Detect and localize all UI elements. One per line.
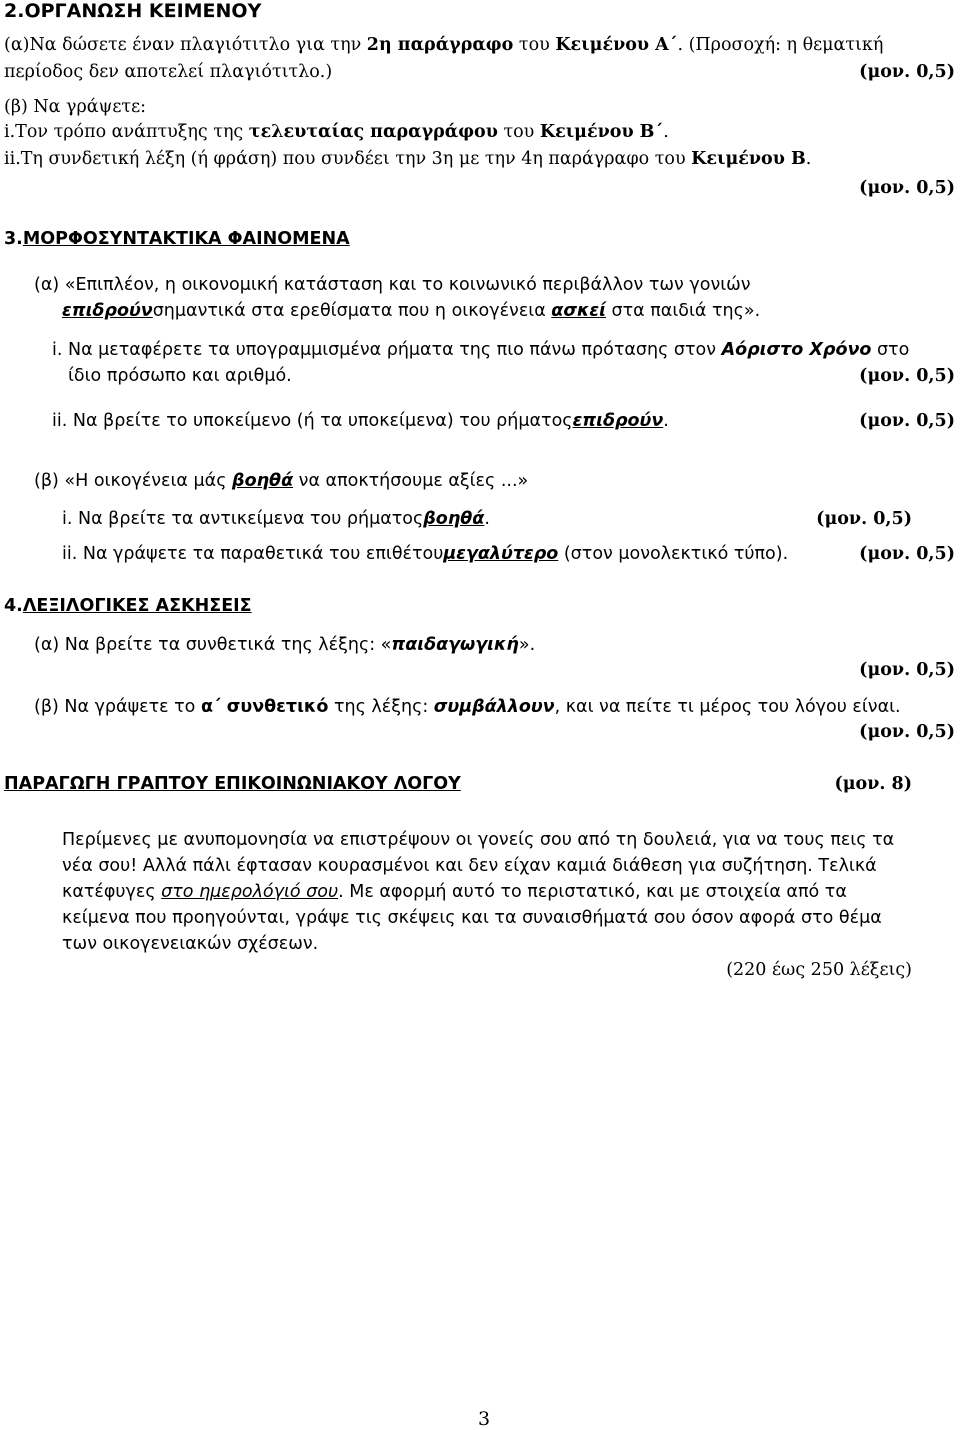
s3-q-ii-post: . — [663, 411, 669, 431]
section-2-title: 2.ΟΡΓΑΝΩΣΗ ΚΕΙΜΕΝΟΥ — [4, 0, 262, 22]
s3-q-i-post: στο — [871, 340, 910, 360]
s2-b-i-text: i.Τον τρόπο ανάπτυξης της — [4, 122, 249, 142]
s4-points-b: (μον. 0,5) — [859, 722, 955, 742]
s4-a-text: (α) Να βρείτε τα συνθετικά της λέξης: « — [34, 635, 392, 655]
s3-title-text: ΜΟΡΦΟΣΥΝΤΑΚΤΙΚΑ ΦΑΙΝΟΜΕΝΑ — [22, 229, 350, 249]
s3-b-i-post: . — [484, 509, 490, 529]
s2-b-ii-bold: Κειμένου Β — [691, 149, 806, 169]
s3-points-q-ii: (μον. 0,5) — [859, 411, 955, 431]
s4-b — [34, 699, 901, 717]
s3-b-i-text: i. Να βρείτε τα αντικείμενα του ρήματος — [62, 509, 424, 529]
s2-question-b-i — [4, 124, 669, 142]
s3-a-word1: επιδρούν — [62, 301, 153, 321]
s3-q-i-line1 — [52, 342, 909, 360]
prod-line-1: Περίμενες με ανυπομονησία να επιστρέψουν οι γονείς σου από τη δουλειά, για να τους πεις τα — [62, 830, 895, 850]
prod-line-2: νέα σου! Αλλά πάλι έφτασαν κουρασμένοι και δεν είχαν καμιά διάθεση για συζήτηση. Τελικά — [62, 856, 877, 876]
s2-b-i-bold2: Κειμένου Β΄ — [539, 122, 664, 142]
s4-b-text: (β) Να γράψετε το — [34, 697, 201, 717]
section-3-title — [4, 231, 350, 249]
s2-question-b-ii — [4, 151, 811, 169]
s3-q-ii-text: ii. Να βρείτε το υποκείμενο (ή τα υποκείμενα) του ρήματος — [52, 411, 573, 431]
s3-points-b-ii: (μον. 0,5) — [859, 544, 955, 564]
s3-q-i-text: i. Να μεταφέρετε τα υπογραμμισμένα ρήματα της πιο πάνω πρότασης στον — [52, 340, 722, 360]
s4-a-post: ». — [518, 635, 536, 655]
s3-points-q-i: (μον. 0,5) — [859, 366, 955, 386]
s3-b-ii — [62, 546, 788, 564]
s3-b-post: να αποκτήσουμε αξίες ...» — [293, 471, 529, 491]
s4-points-a: (μον. 0,5) — [859, 660, 955, 680]
s4-b-bold: α΄ συνθετικό — [200, 697, 329, 717]
s3-b-ii-word: μεγαλύτερο — [443, 544, 559, 564]
s2-question-b-label: (β) Να γράψετε: — [4, 97, 147, 117]
s4-b-mid: της λέξης: — [328, 697, 434, 717]
s3-b-i — [62, 511, 490, 529]
prod-line-3-pre: κατέφυγες — [62, 882, 162, 902]
s2-a-bold1: 2η παράγραφο — [366, 35, 514, 55]
s3-a-word2: ασκεί — [551, 301, 606, 321]
s2-b-ii-text: ii.Τη συνδετική λέξη (ή φράση) που συνδέει την 3η με την 4η παράγραφο του — [4, 149, 692, 169]
s2-a-bold2: Κειμένου Α΄ — [555, 35, 678, 55]
s2-b-i-mid: του — [497, 122, 540, 142]
s3-a-mid: σημαντικά στα ερεθίσματα που η οικογένεια — [152, 301, 552, 321]
s2-b-ii-post: . — [805, 149, 812, 169]
s4-number: 4. — [4, 596, 23, 616]
s3-number: 3. — [4, 229, 23, 249]
s3-b-ii-text: ii. Να γράψετε τα παραθετικά του επιθέτου — [62, 544, 444, 564]
s4-title-text: ΛΕΞΙΛΟΓΙΚΕΣ ΑΣΚΗΣΕΙΣ — [22, 596, 252, 616]
word-count-note: (220 έως 250 λέξεις) — [726, 960, 912, 980]
prod-line-4: κείμενα που προηγούνται, γράψε τις σκέψεις και τα συναισθήματά σου όσον αφορά στο θέμα — [62, 908, 882, 928]
s4-b-post: , και να πείτε τι μέρος του λόγου είναι. — [554, 697, 901, 717]
s2-b-i-post: . — [663, 122, 669, 142]
s2-a-mid: του — [513, 35, 556, 55]
s3-a-line1: (α) «Επιπλέον, η οικονομική κατάσταση και το κοινωνικό περιβάλλον των γονιών — [34, 275, 751, 295]
s3-b-i-word: βοηθά — [423, 509, 485, 529]
s4-b-word: συμβάλλουν — [433, 697, 555, 717]
prod-line-3-underlined: στο ημερολόγιό σου — [161, 882, 339, 902]
s3-q-i-line2: ίδιο πρόσωπο και αριθμό. — [68, 366, 292, 386]
s4-a-word: παιδαγωγική — [391, 635, 519, 655]
s2-question-a-line2: περίοδος δεν αποτελεί πλαγιότιτλο.) — [4, 62, 333, 82]
s3-a-post: στα παιδιά της». — [605, 301, 761, 321]
production-points: (μον. 8) — [834, 774, 912, 794]
s2-points-a: (μον. 0,5) — [859, 62, 955, 82]
prod-line-5: των οικογενειακών σχέσεων. — [62, 934, 319, 954]
s3-points-b-i: (μον. 0,5) — [816, 509, 912, 529]
production-title: ΠΑΡΑΓΩΓΗ ΓΡΑΠΤΟΥ ΕΠΙΚΟΙΝΩΝΙΑΚΟΥ ΛΟΓΟΥ — [4, 774, 461, 794]
s3-q-ii — [52, 413, 669, 431]
prod-line-3 — [62, 884, 847, 902]
s4-a — [34, 637, 535, 655]
s3-b-word: βοηθά — [232, 471, 294, 491]
s3-q-i-bold: Αόριστο Χρόνο — [721, 340, 872, 360]
s3-b-ii-post: (στον μονολεκτικό τύπο). — [558, 544, 789, 564]
s2-b-i-bold1: τελευταίας παραγράφου — [248, 122, 498, 142]
page-number: 3 — [478, 1408, 491, 1430]
s2-question-a-line1 — [4, 37, 883, 55]
prod-line-3-post: . Με αφορμή αυτό το περιστατικό, και με στοιχεία από τα — [338, 882, 847, 902]
section-4-title — [4, 598, 252, 616]
s2-a-text: (α)Να δώσετε έναν πλαγιότιτλο για την — [4, 35, 367, 55]
s2-a-post: . (Προσοχή: η θεματική — [677, 35, 884, 55]
s3-q-ii-word: επιδρούν — [572, 411, 664, 431]
s3-b-text: (β) «Η οικογένεια μάς — [34, 471, 233, 491]
s3-b-line — [34, 473, 528, 491]
s3-a-line2 — [62, 303, 760, 321]
s2-points-b: (μον. 0,5) — [859, 178, 955, 198]
